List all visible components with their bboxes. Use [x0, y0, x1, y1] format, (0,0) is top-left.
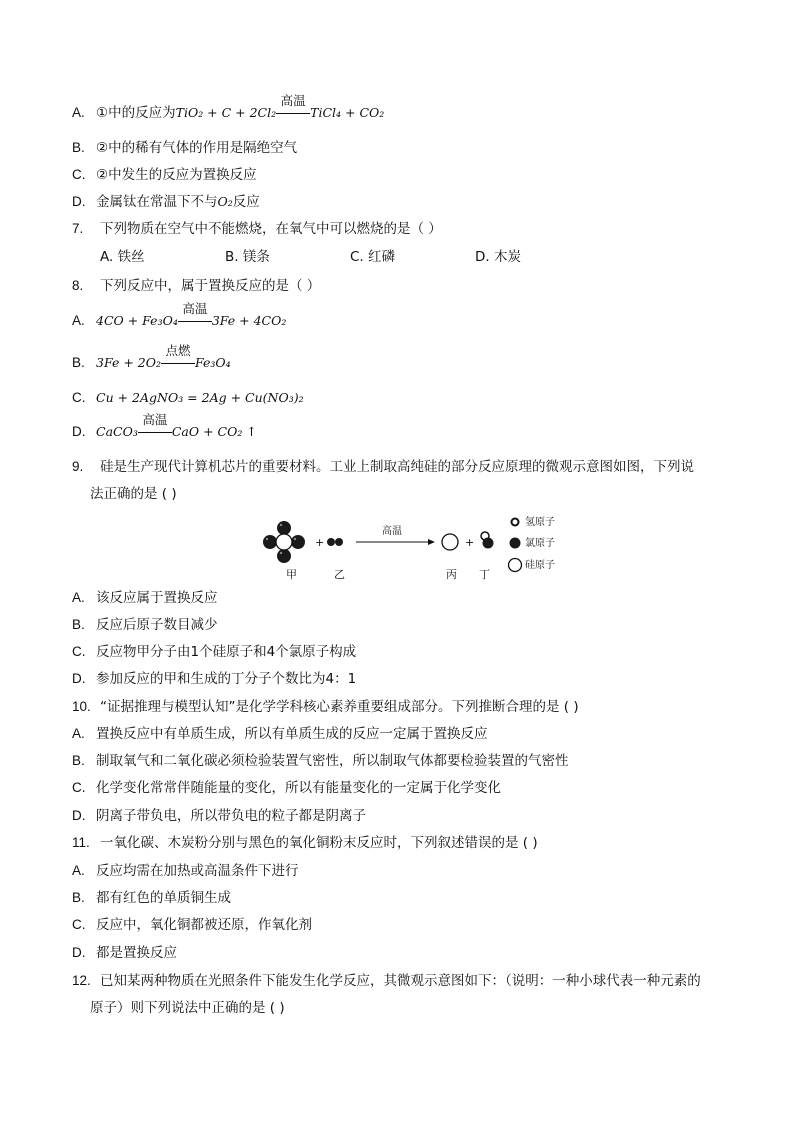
q11-option-c: C. 反应中，氧化铜都被还原，作氧化剂 — [72, 917, 312, 933]
q8-stem: 8. 下列反应中，属于置换反应的是（ ） — [72, 278, 321, 294]
option-label: A. — [72, 105, 85, 120]
q7-stem — [72, 219, 442, 239]
label-bing: 丙 — [446, 568, 457, 581]
option-b: B. 镁条 — [225, 249, 270, 265]
q9-option-c: C. 反应物甲分子由1个硅原子和4个氯原子构成 — [72, 644, 357, 660]
svg-text:硅原子: 硅原子 — [525, 560, 555, 571]
arrow-label: 高温 — [382, 526, 402, 537]
q9-stem-cont: 法正确的是 ( ) — [90, 486, 177, 502]
reaction-condition: 高温 — [178, 311, 212, 331]
q10-option-a: A. 置换反应中有单质生成，所以有单质生成的反应一定属于置换反应 — [72, 726, 488, 742]
label-jia: 甲 — [286, 568, 297, 581]
diagram-legend — [509, 515, 556, 572]
q10-option-c: C. 化学变化常常伴随能量的变化，所以有能量变化的一定属于化学变化 — [72, 780, 501, 796]
q8-option-d: D. CaCO₃ 高温 CaO + CO₂ ↑ — [72, 422, 257, 442]
option-d: D. 木炭 — [475, 249, 521, 265]
svg-text:氯原子: 氯原子 — [525, 538, 555, 549]
q6-option-c: C. ②中发生的反应为置换反应 — [72, 167, 257, 183]
q11-stem: 11. 一氧化碳、木炭粉分别与黑色的氧化铜粉末反应时，下列叙述错误的是 ( ) — [72, 835, 538, 851]
reaction-diagram — [250, 512, 570, 584]
q11-option-d: D. 都是置换反应 — [72, 945, 177, 961]
q12-stem: 12. 已知某两种物质在光照条件下能发生化学反应，其微观示意图如下：（说明：一种小球代表一种元素的 — [72, 973, 701, 989]
q9-option-a: A. 该反应属于置换反应 — [72, 590, 218, 606]
q6-option-d: D. 金属钛在常温下不与O₂反应 — [72, 194, 260, 210]
label-ding: 丁 — [479, 568, 490, 581]
molecule-bing — [442, 534, 458, 550]
equation: TiO₂ + C + 2Cl₂ 高温 TiCl₄ + CO₂ — [176, 105, 385, 120]
q11-option-a: A. 反应均需在加热或高温条件下进行 — [72, 863, 299, 879]
q9-stem: 9. 硅是生产现代计算机芯片的重要材料。工业上制取高纯硅的部分反应原理的微观示意图如图，下列说 — [72, 459, 694, 475]
q6-option-a — [72, 93, 385, 123]
q8-option-b: B. 3Fe + 2O₂ 点燃 Fe₃O₄ — [72, 353, 231, 373]
option-text: ①中的反应为 — [96, 105, 176, 121]
option-c: C. 红磷 — [350, 249, 396, 265]
reaction-condition: 高温 — [138, 422, 172, 442]
label-yi: 乙 — [334, 568, 345, 581]
q7-options — [100, 247, 600, 267]
q10-stem: 10. “证据推理与模型认知”是化学学科核心素养重要组成部分。下列推断合理的是 ( ) — [72, 699, 579, 715]
reaction-condition: 点燃 — [161, 353, 195, 373]
q12-stem-cont: 原子）则下列说法中正确的是 ( ) — [90, 1000, 285, 1016]
q8-option-a: A. 4CO + Fe₃O₄ 高温 3Fe + 4CO₂ — [72, 311, 286, 331]
svg-text:+: + — [465, 536, 475, 549]
question-number: 7. — [72, 221, 84, 236]
molecule-ding — [481, 532, 494, 549]
q6-option-b: B. ②中的稀有气体的作用是隔绝空气 — [72, 140, 298, 156]
molecule-yi — [327, 538, 343, 546]
q8-option-c: C. Cu + 2AgNO₃ = 2Ag + Cu(NO₃)₂ — [72, 390, 304, 405]
reaction-condition: 高温 — [276, 103, 310, 123]
svg-text:+: + — [315, 536, 325, 549]
option-a: A. 铁丝 — [100, 249, 145, 265]
q9-option-d: D. 参加反应的甲和生成的丁分子个数比为4：1 — [72, 671, 357, 687]
q10-option-d: D. 阴离子带负电，所以带负电的粒子都是阴离子 — [72, 808, 366, 824]
q11-option-b: B. 都有红色的单质铜生成 — [72, 890, 231, 906]
q9-option-b: B. 反应后原子数目减少 — [72, 617, 218, 633]
svg-text:氢原子: 氢原子 — [525, 517, 555, 528]
molecule-jia — [263, 521, 305, 563]
question-stem: 下列物质在空气中不能燃烧，在氧气中可以燃烧的是（ ） — [100, 221, 442, 237]
q10-option-b: B. 制取氧气和二氧化碳必须检验装置气密性，所以制取气体都要检验装置的气密性 — [72, 753, 569, 769]
